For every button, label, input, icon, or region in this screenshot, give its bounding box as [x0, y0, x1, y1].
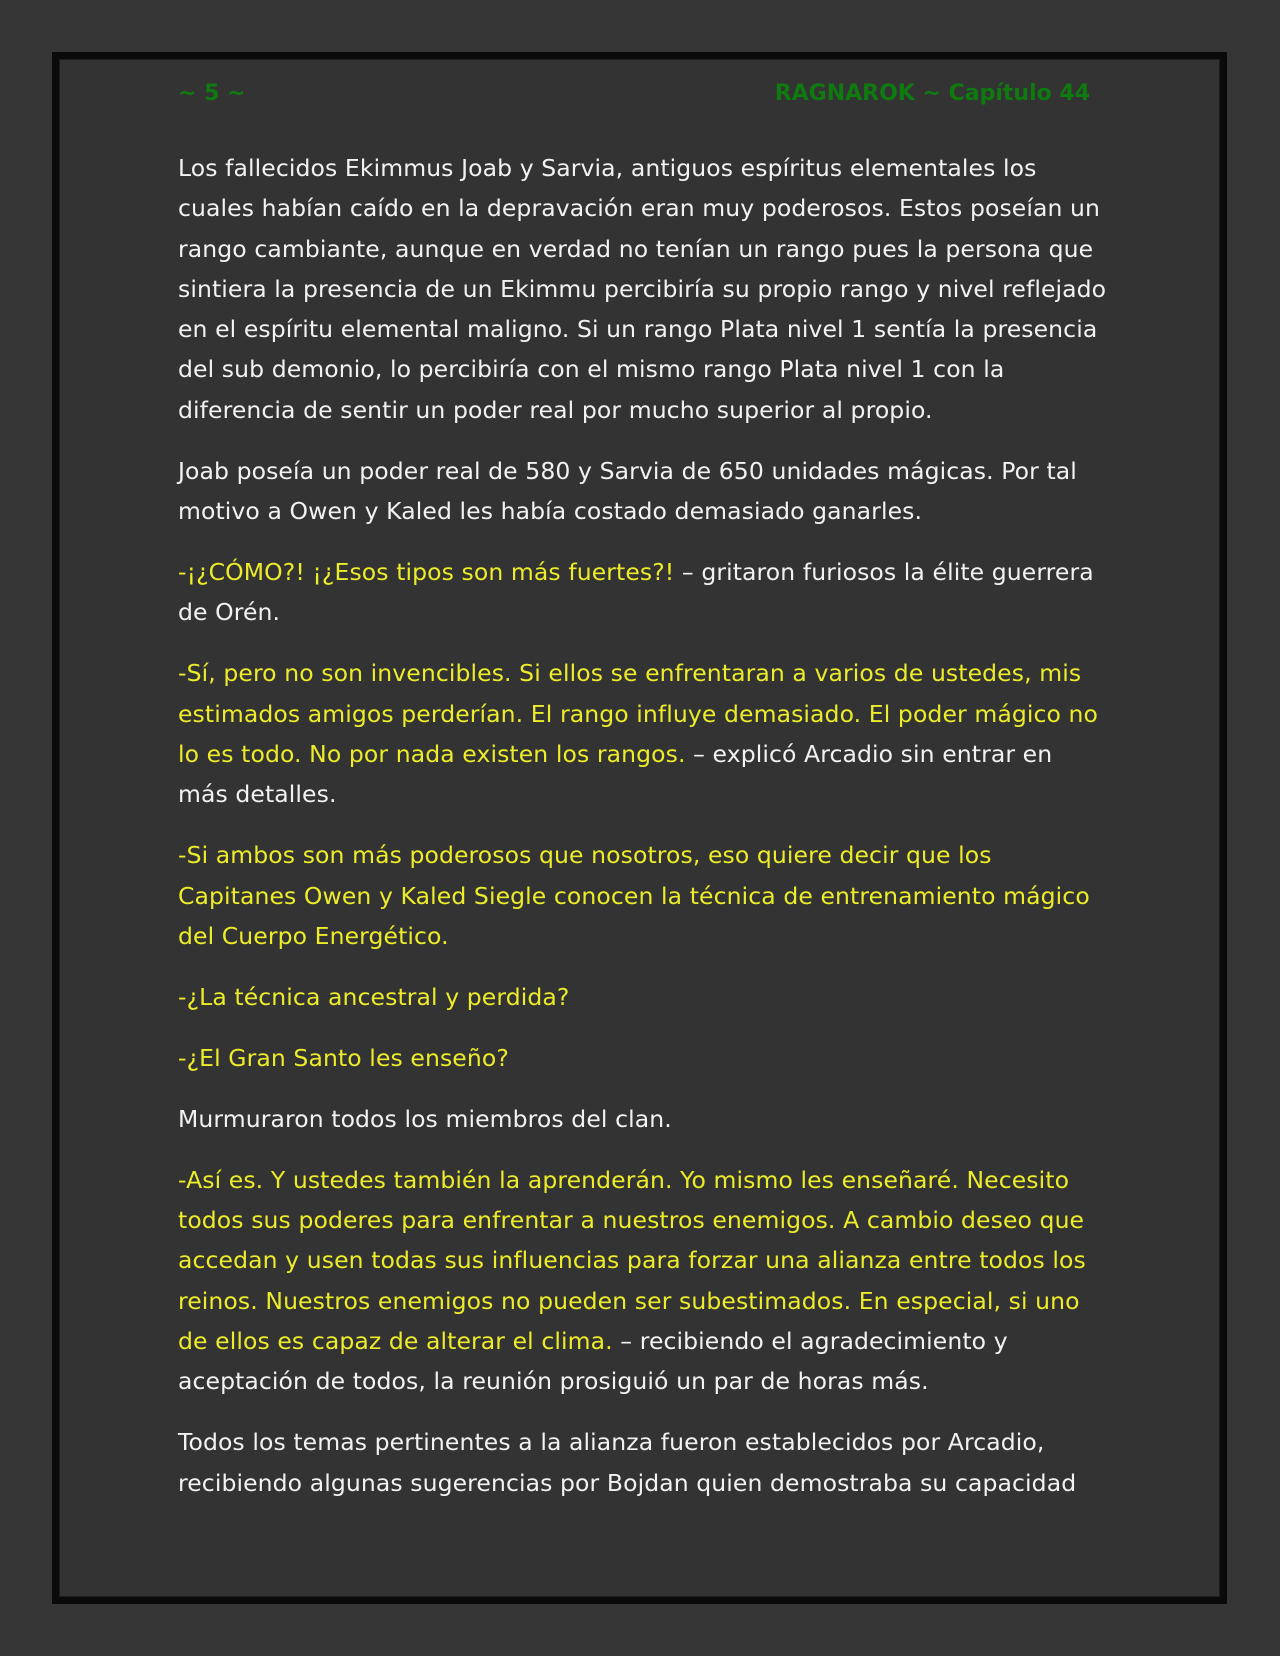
dialogue-text: -Así es. Y ustedes también la aprenderán. Yo mismo les enseñaré. Necesito todos sus poderes para enfrentar a nuestros enemigos. A cambio deseo que accedan y usen todas sus influencias para forzar una alianza entre todos los reinos. Nuestros enemigos no pueden ser subestimados. En especial, si uno de ellos es capaz de alterar el clima. [178, 1165, 1086, 1355]
narration-text: – recibiendo el agradecimiento y aceptación de todos, la reunión prosiguió un par de horas más. [178, 1326, 1008, 1396]
paragraph-7 [178, 1038, 1108, 1078]
paragraph-5 [178, 835, 1108, 956]
narration-text: Los fallecidos Ekimmus Joab y Sarvia, antiguos espíritus elementales los cuales habían caído en la depravación eran muy poderosos. Estos poseían un rango cambiante, aunque en verdad no tenían un rango pues la persona que sintiera la presencia de un Ekimmu percibiría su propio rango y nivel reflejado en el espíritu elemental maligno. Si un rango Plata nivel 1 sentía la presencia del sub demonio, lo percibiría con el mismo rango Plata nivel 1 con la diferencia de sentir un poder real por mucho superior al propio. [178, 154, 1107, 424]
dialogue-text: -¿La técnica ancestral y perdida? [178, 982, 570, 1011]
narration-text: – explicó Arcadio sin entrar en más detalles. [178, 739, 1053, 809]
narration-text: Murmuraron todos los miembros del clan. [178, 1104, 672, 1133]
running-title: RAGNAROK ~ Capítulo 44 [774, 80, 1090, 106]
paragraph-10 [178, 1422, 1108, 1503]
dialogue-text: -Sí, pero no son invencibles. Si ellos se enfrentaran a varios de ustedes, mis estimados amigos perderían. El rango influye demasiado. El poder mágico no lo es todo. No por nada existen los rangos. [178, 659, 1099, 768]
narration-text: Joab poseía un poder real de 580 y Sarvia de 650 unidades mágicas. Por tal motivo a Owen y Kaled les había costado demasiado ganarles. [178, 456, 1077, 526]
paragraph-9 [178, 1160, 1108, 1402]
narration-text: – gritaron furiosos la élite guerrera de Orén. [178, 558, 1094, 627]
narration-text: Todos los temas pertinentes a la alianza fueron establecidos por Arcadio, recibiendo algunas sugerencias por Bojdan quien demostraba su capacidad [178, 1428, 1077, 1497]
paragraph-4 [178, 653, 1108, 814]
paragraph-1 [178, 148, 1108, 430]
paragraph-8 [178, 1099, 1108, 1139]
page-number: ~ 5 ~ [178, 80, 246, 106]
page-header [178, 76, 1090, 110]
dialogue-text: -Si ambos son más poderosos que nosotros, eso quiere decir que los Capitanes Owen y Kaled Siegle conocen la técnica de entrenamiento mágico del Cuerpo Energético. [178, 841, 1090, 950]
paragraph-3 [178, 552, 1108, 633]
chapter-text [178, 148, 1108, 1523]
paragraph-2 [178, 451, 1108, 532]
dialogue-text: -¡¿CÓMO?! ¡¿Esos tipos son más fuertes?! [178, 558, 682, 587]
dialogue-text: -¿El Gran Santo les enseño? [178, 1043, 509, 1072]
paragraph-6 [178, 977, 1108, 1017]
